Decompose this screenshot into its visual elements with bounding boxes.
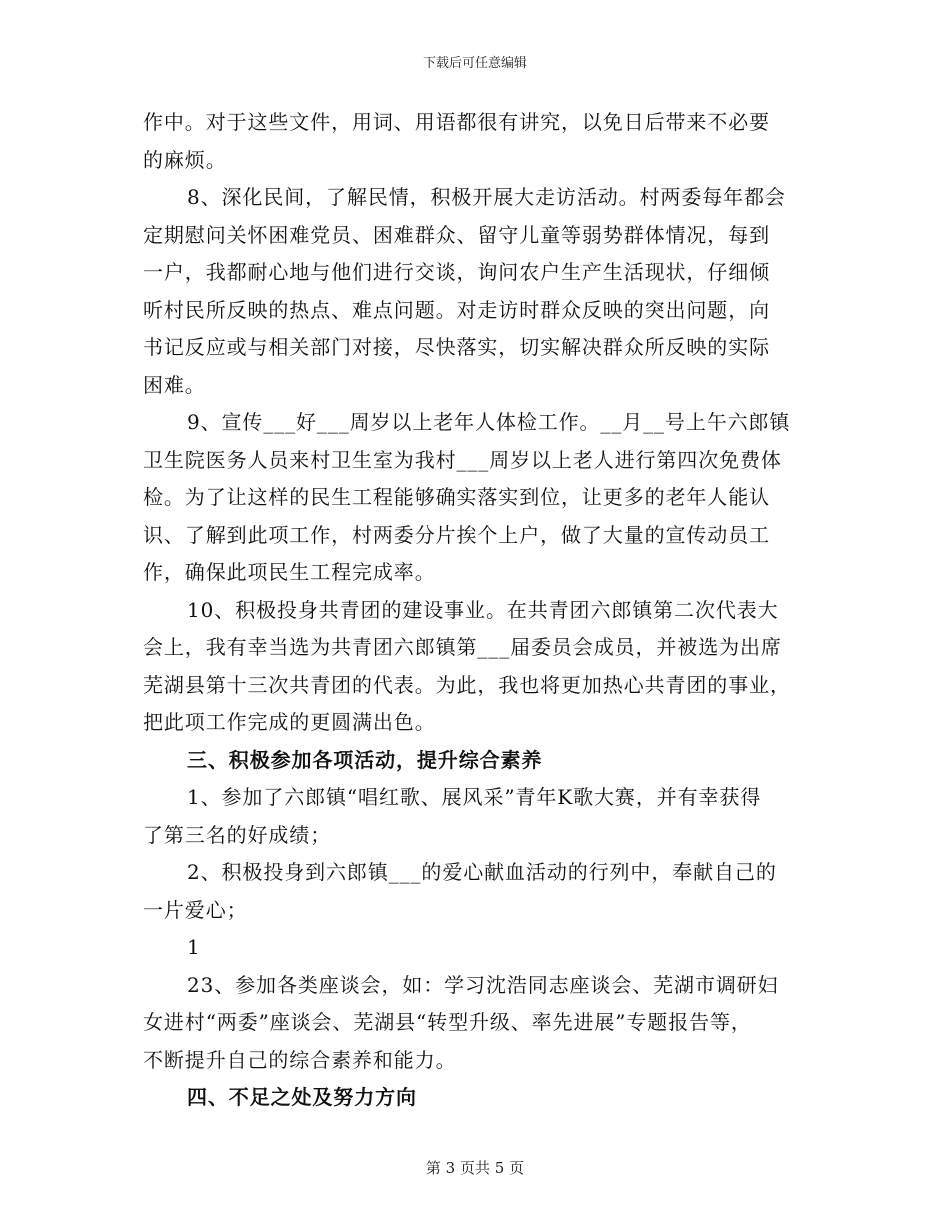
page-header: 下载后可任意编辑	[422, 56, 527, 71]
text-line: 作中。对于这些文件，用词、用语都很有讲究，以免日后带来不必要	[143, 110, 770, 134]
text-line: 定期慰问关怀困难党员、困难群众、留守儿童等弱势群体情况，每到	[143, 222, 770, 247]
text-line: 23、参加各类座谈会，如：学习沈浩同志座谈会、芜湖市调研妇	[187, 972, 779, 997]
document-body	[143, 104, 811, 1117]
text-line: 听村民所反映的热点、难点问题。对走访时群众反映的突出问题，向	[143, 297, 770, 322]
text-line: 10、积极投身共青团的建设事业。在共青团六郎镇第二次代表大	[187, 597, 779, 622]
text-line: 不断提升自己的综合素养和能力。	[143, 1047, 457, 1072]
text-line: 1、参加了六郎镇“唱红歌、展风采”青年K歌大赛，并有幸获得	[187, 785, 762, 809]
text-line: 困难。	[143, 372, 206, 397]
text-line: 1	[187, 935, 201, 959]
text-line: 书记反应或与相关部门对接，尽快落实，切实解决群众所反映的实际	[143, 335, 770, 359]
text-line: 识、了解到此项工作，村两委分片挨个上户，做了大量的宣传动员工	[143, 522, 770, 547]
text-line: 女进村“两委”座谈会、芜湖县“转型升级、率先进展”专题报告等，	[143, 1010, 752, 1034]
text-line: 把此项工作完成的更圆满出色。	[143, 710, 436, 734]
text-line: 会上，我有幸当选为共青团六郎镇第___届委员会成员，并被选为出席	[143, 635, 782, 659]
text-line: 检。为了让这样的民生工程能够确实落实到位，让更多的老年人能认	[143, 485, 770, 509]
text-line: 2、积极投身到六郎镇___的爱心献血活动的行列中，奉献自己的	[187, 860, 777, 884]
text-line: 一户，我都耐心地与他们进行交谈，询问农户生产生活现状，仔细倾	[143, 260, 770, 284]
text-line: 了第三名的好成绩；	[143, 822, 332, 847]
text-line: 的麻烦。	[143, 147, 227, 172]
text-line: 8、深化民间，了解民情，积极开展大走访活动。村两委每年都会	[187, 185, 786, 209]
text-line: 作，确保此项民生工程完成率。	[143, 560, 436, 584]
text-line: 卫生院医务人员来村卫生室为我村___周岁以上老人进行第四次免费体	[143, 447, 782, 472]
section-heading: 四、不足之处及努力方向	[187, 1085, 417, 1109]
text-line: 芜湖县第十三次共青团的代表。为此，我也将更加热心共青团的事业，	[143, 672, 791, 697]
text-line: 9、宣传___好___周岁以上老年人体检工作。__月__号上午六郎镇	[187, 410, 791, 434]
page-footer: 第 3 页共 5 页	[425, 1159, 525, 1177]
section-heading: 三、积极参加各项活动，提升综合素养	[187, 747, 543, 772]
text-line: 一片爱心；	[143, 897, 248, 922]
